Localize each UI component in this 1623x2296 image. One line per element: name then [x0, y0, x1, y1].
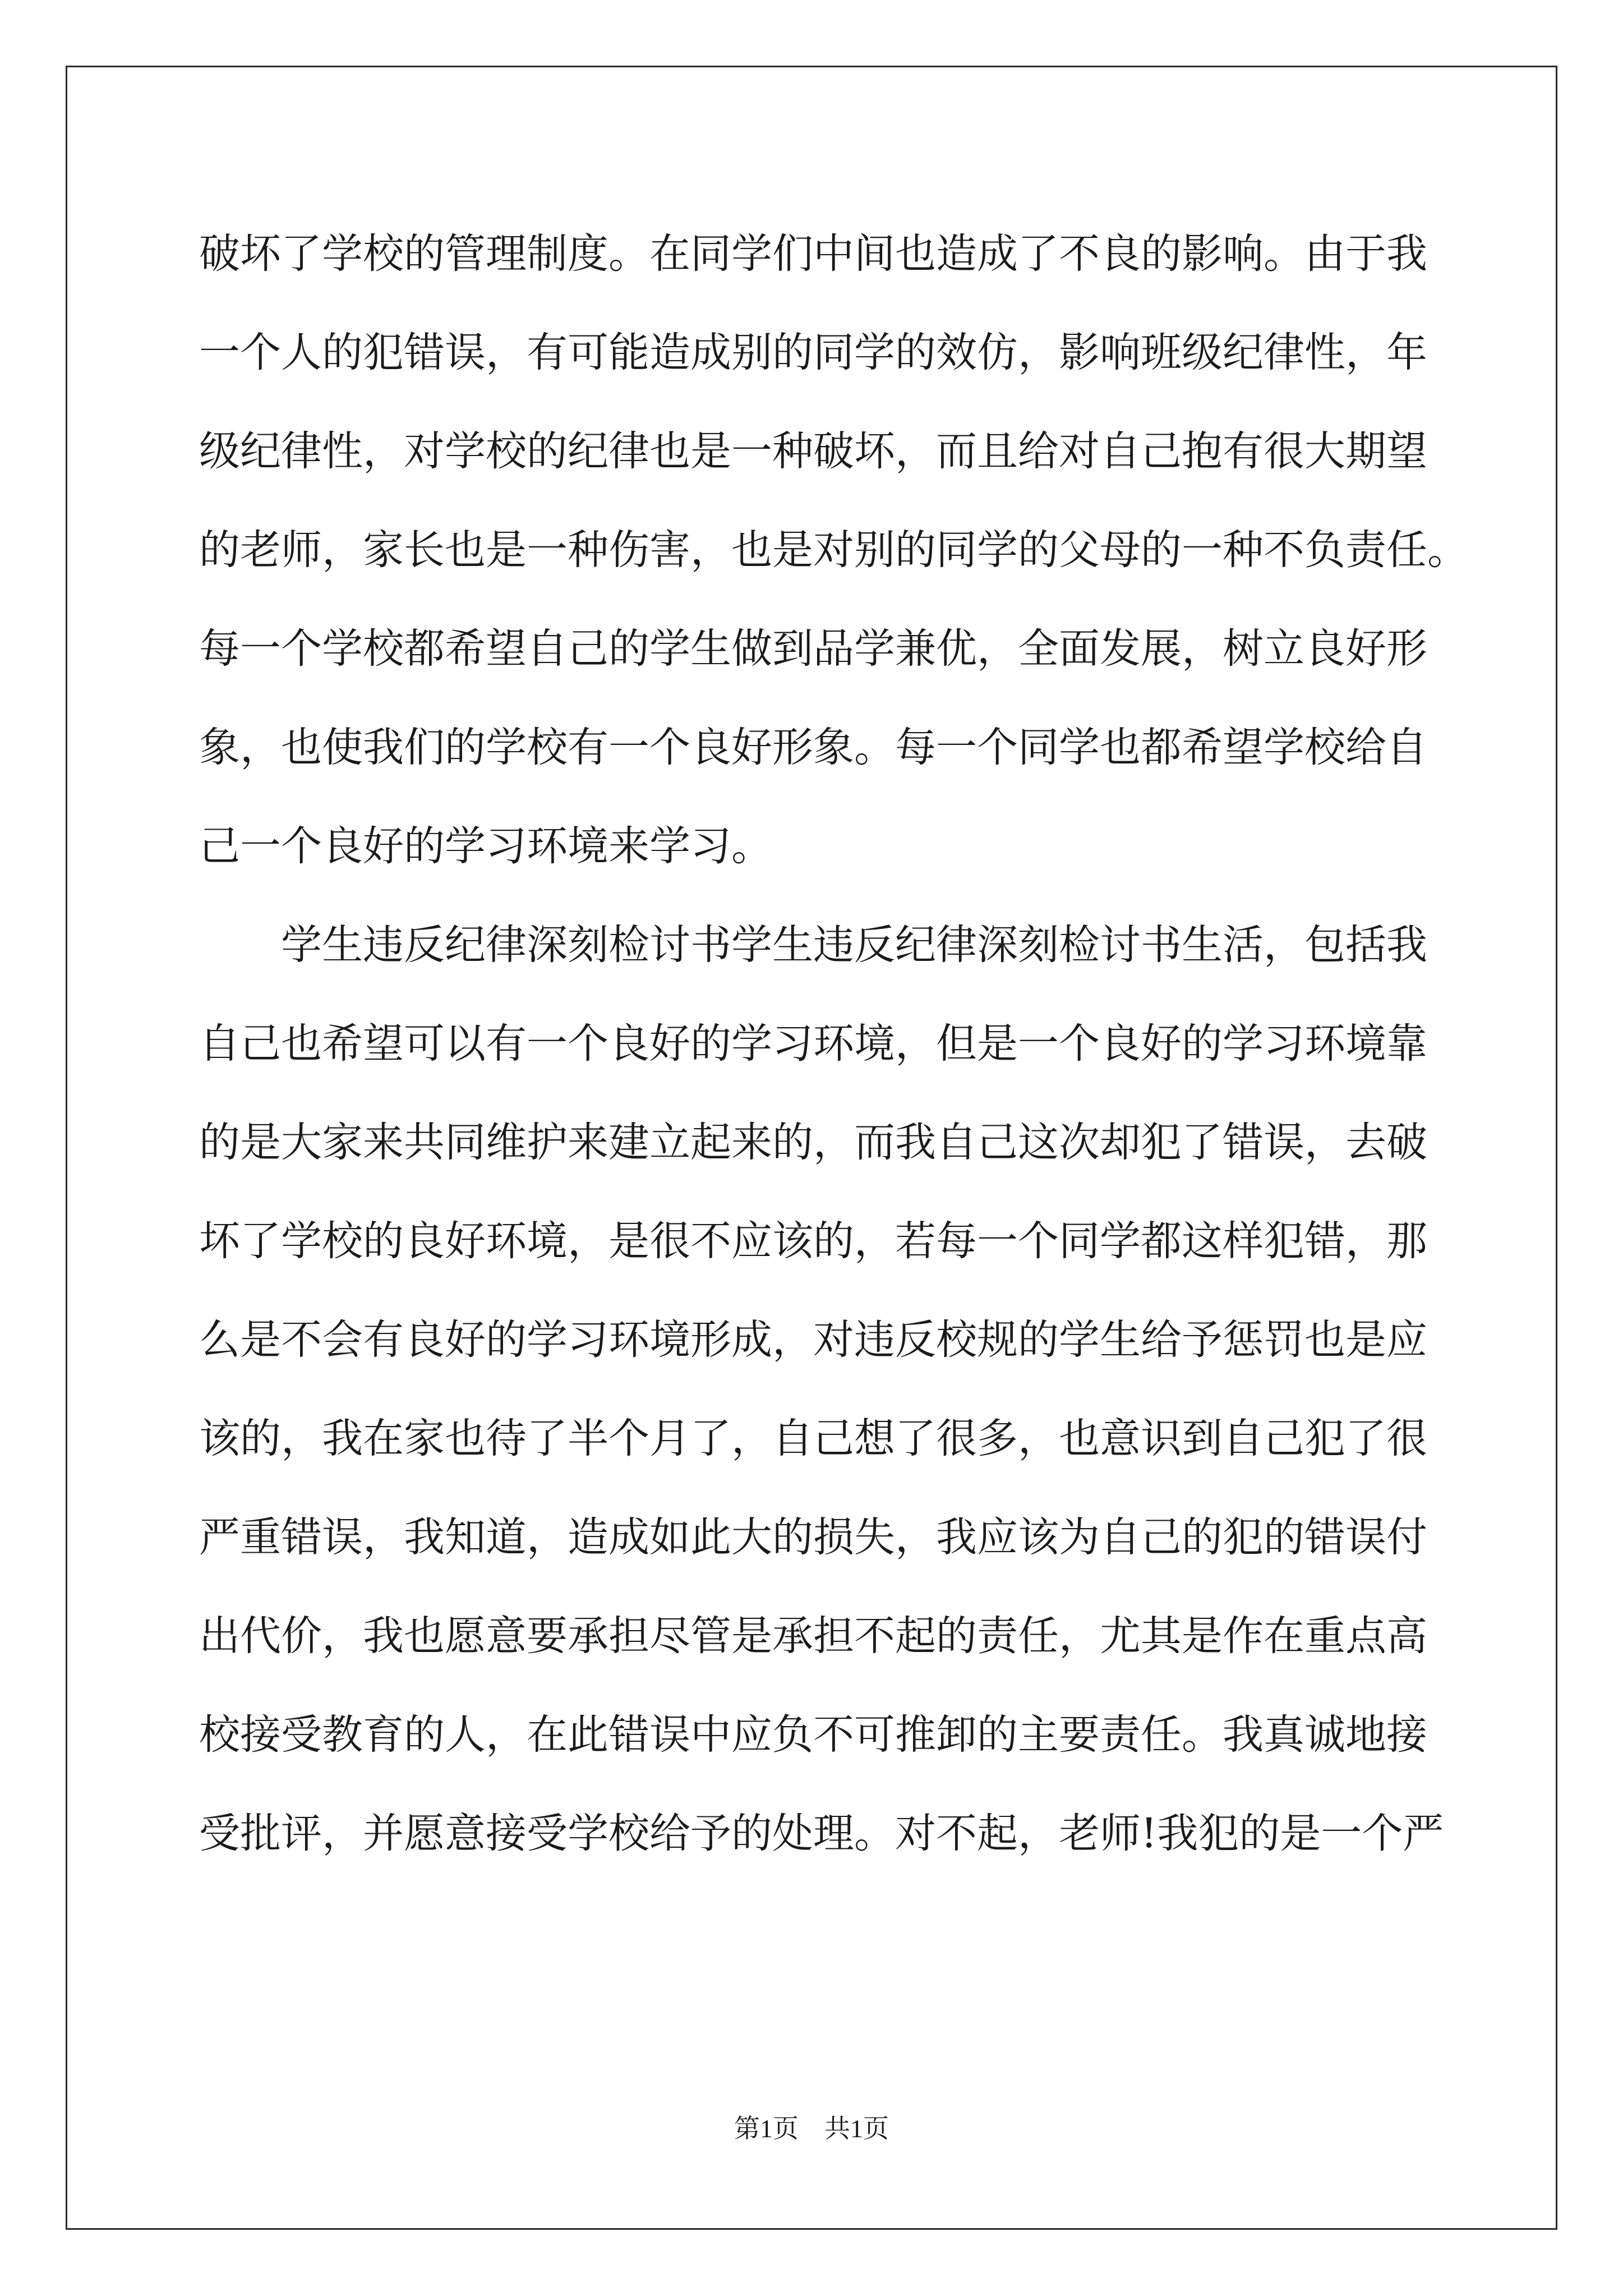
text-line: 象，也使我们的学校有一个良好形象。每一个同学也都希望学校给自	[199, 724, 1427, 771]
text-line: 该的，我在家也待了半个月了，自己想了很多，也意识到自己犯了很	[199, 1415, 1427, 1462]
text-line: 自己也希望可以有一个良好的学习环境，但是一个良好的学习环境靠	[199, 1020, 1427, 1068]
text-line: 级纪律性，对学校的纪律也是一种破坏，而且给对自己抱有很大期望	[199, 427, 1427, 475]
text-line: 么是不会有良好的学习环境形成，对违反校规的学生给予惩罚也是应	[199, 1316, 1427, 1364]
text-line: 一个人的犯错误，有可能造成别的同学的效仿，影响班级纪律性，年	[199, 329, 1427, 376]
text-line: 每一个学校都希望自己的学生做到品学兼优，全面发展，树立良好形	[199, 625, 1427, 673]
text-line: 破坏了学校的管理制度。在同学们中间也造成了不良的影响。由于我	[199, 230, 1427, 278]
text-line: 出代价，我也愿意要承担尽管是承担不起的责任，尤其是作在重点高	[199, 1612, 1427, 1660]
document-body	[199, 205, 1468, 1883]
text-line: 己一个良好的学习环境来学习。	[199, 822, 772, 870]
text-line: 校接受教育的人，在此错误中应负不可推卸的主要责任。我真诚地接	[199, 1711, 1427, 1759]
text-line: 学生违反纪律深刻检讨书学生违反纪律深刻检讨书生活，包括我	[199, 921, 1427, 969]
page-number: 第1页	[734, 2114, 799, 2143]
page-total: 共1页	[824, 2114, 889, 2143]
text-line: 受批评，并愿意接受学校给予的处理。对不起，老师!我犯的是一个严	[199, 1810, 1444, 1857]
text-line: 坏了学校的良好环境，是很不应该的，若每一个同学都这样犯错，那	[199, 1217, 1427, 1265]
text-line: 的老师，家长也是一种伤害，也是对别的同学的父母的一种不负责任。	[199, 526, 1468, 574]
text-line: 严重错误，我知道，造成如此大的损失，我应该为自己的犯的错误付	[199, 1513, 1427, 1561]
page-footer	[0, 2112, 1623, 2146]
text-line: 的是大家来共同维护来建立起来的，而我自己这次却犯了错误，去破	[199, 1119, 1427, 1166]
